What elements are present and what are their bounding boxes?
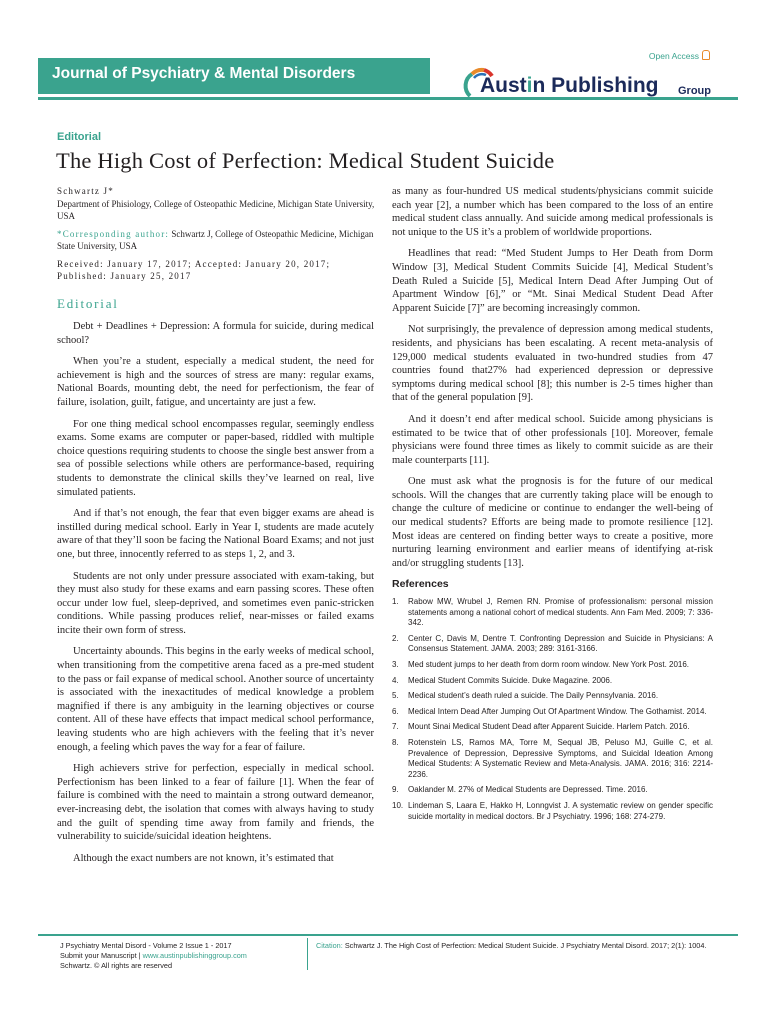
- body-heading: Editorial: [57, 296, 119, 311]
- reference-number: 8.: [392, 737, 399, 747]
- logo-wordmark: [480, 74, 659, 98]
- body-paragraph: One must ask what the prognosis is for the future of our medical schools. Will the changes that are currently taking place will be enough to change the culture of medicine or continue to endanger the well-being of our medical students? Efforts are being made to promote resilience [12]. Most ideas are centered on finding better ways to create a positive, more nurturing learning environment and earlier means of identifying at-risk and/or struggling students [13].: [392, 476, 713, 569]
- logo-part-2: i: [526, 74, 533, 97]
- body-paragraph: Not surprisingly, the prevalence of depression among medical students, residents, and physicians has been escalating. A recent meta-analysis of 129,000 medical students evaluated in two-hundred studies from 47 countries found that27% had experienced depression or depressive symptoms during medical school [8]; this number is 2-5 times higher than that of the general population [9].: [392, 324, 713, 404]
- reference-item: [392, 634, 713, 655]
- body-paragraph: Debt + Deadlines + Depression: A formula for suicide, during medical school?: [57, 321, 374, 346]
- reference-item: [392, 691, 713, 702]
- body-paragraph: Uncertainty abounds. This begins in the early weeks of medical school, when transitioning from the competitive arena faced as a pre-med student to the pass or fail expanse of medical school. Another source of uncertainty is associated with the inexactitudes of medical knowledge a problem magnified if there is any ambiguity in the learning objectives or course content. All of these have effects that impact medical school performance, leaving students who are high achievers with the feeling that it’s never enough, a feeling which paves the way for a fear of failure.: [57, 646, 374, 753]
- reference-text: Medical Intern Dead After Jumping Out Of Apartment Window. The Gothamist. 2014.: [408, 706, 707, 716]
- logo-group-text: Group: [678, 85, 711, 97]
- publisher-logo: [462, 66, 722, 106]
- references-heading: References: [392, 578, 449, 591]
- open-access-text: Open Access: [648, 51, 699, 61]
- article-title: The High Cost of Perfection: Medical Student Suicide: [56, 148, 555, 173]
- reference-item: [392, 801, 713, 822]
- body-paragraph: as many as four-hundred US medical students/physicians commit suicide each year [2], a number which has been compared to the loss of an entire medical student class annually. And suicide among medical professionals is not unique to the US it’s a problem of worldwide proportions.: [392, 186, 713, 238]
- reference-text: Lindeman S, Laara E, Hakko H, Lonngvist J. A systematic review on gender specific suicide mortality in medical doctors. Br J Psychiatry. 1996; 168: 274-279.: [408, 800, 713, 821]
- reference-number: 9.: [392, 785, 399, 795]
- reference-item: [392, 722, 713, 733]
- body-paragraph: For one thing medical school encompasses regular, seemingly endless exams. Some exams are computer or paper-based, riddled with multiple choice questions requiring students to choose the single best answer from a sea of possible selections while others are performance-based, requiring students to demonstrate the clinical skills they’ve learned on real, live simulated patients.: [57, 418, 374, 498]
- journal-banner: [38, 58, 430, 94]
- reference-list: [392, 597, 713, 822]
- reference-text: Medical Student Commits Suicide. Duke Magazine. 2006.: [408, 675, 613, 685]
- footer-journal-info: [60, 941, 247, 971]
- reference-number: 1.: [392, 597, 399, 607]
- footer-rule: [38, 934, 738, 936]
- reference-item: [392, 676, 713, 687]
- article-dates: Received: January 17, 2017; Accepted: January 20, 2017; Published: January 25, 2017: [57, 258, 331, 281]
- open-lock-icon: [702, 50, 710, 60]
- citation-text: Schwartz J. The High Cost of Perfection: Medical Student Suicide. J Psychiatry Mental Disord. 2017; 2(1): 1004.: [344, 941, 707, 950]
- publisher-website-link[interactable]: www.austinpublishinggroup.com: [142, 951, 247, 960]
- reference-number: 4.: [392, 675, 399, 685]
- author-block: [57, 185, 377, 288]
- logo-part-1: Aust: [480, 74, 527, 97]
- reference-text: Med student jumps to her death from dorm room window. New York Post. 2016.: [408, 660, 690, 669]
- reference-item: [392, 660, 713, 671]
- reference-text: Mount Sinai Medical Student Dead after Apparent Suicide. Harlem Patch. 2016.: [408, 722, 690, 732]
- reference-number: 5.: [392, 691, 399, 701]
- right-column: [392, 185, 713, 827]
- reference-text: Medical student’s death ruled a suicide. The Daily Pennsylvania. 2016.: [408, 691, 659, 701]
- body-paragraph: High achievers strive for perfection, especially in medical school. Perfectionism has been linked to a fear of failure [1]. When the fear of failure is combined with the need to maintain a strong outward demeanor, ever-increasing debt, the isolation that comes with always having to study and the guilt of spending time away from family and friends, the vulnerability to suicide/suicidal ideation heightens.: [57, 763, 374, 843]
- reference-text: Rabow MW, Wrubel J, Remen RN. Promise of professionalism: personal mission statements among a national cohort of medical students. Ann Fam Med. 2009; 7: 336-342.: [408, 597, 713, 628]
- article-type: Editorial: [57, 131, 102, 143]
- corresponding-text: Schwartz J, College of Osteopathic Medicine, Michigan State University, USA: [57, 228, 374, 251]
- reference-number: 6.: [392, 706, 399, 716]
- footer-copyright: Schwartz. © All rights are reserved: [60, 961, 173, 970]
- body-paragraph: And if that’s not enough, the fear that even bigger exams are ahead is instilled during medical school. Early in Year I, students are made acutely aware of that they’ll soon be facing the National Board Exams; and not just one, but three, innocently referred to as steps 1, 2, and 3.: [57, 508, 374, 560]
- logo-part-3: n Publishing: [532, 74, 659, 97]
- reference-number: 10.: [392, 800, 404, 810]
- reference-item: [392, 597, 713, 629]
- body-paragraph: Although the exact numbers are not known, it’s estimated that: [73, 852, 334, 864]
- body-paragraph: And it doesn’t end after medical school. Suicide among physicians is estimated to be twice that of other professionals [10]. Moreover, female physicians were found three times as likely to commit suicide as are their male counterparts [11].: [392, 413, 713, 466]
- footer-divider: [307, 938, 308, 970]
- reference-item: [392, 785, 713, 796]
- open-access-label: [649, 50, 710, 61]
- reference-number: 7.: [392, 722, 399, 732]
- reference-item: [392, 738, 713, 780]
- body-paragraph: Students are not only under pressure associated with exam-taking, but they must also study for these exams and earn passing scores. These often occur under low fuel, sleep-deprived, and sometimes even panic-stricken conditions. While passing produces relief, near-misses or failed exams incite their own form of stress.: [57, 570, 374, 636]
- body-paragraph: Headlines that read: “Med Student Jumps to Her Death from Dorm Window [3], Medical Student Commits Suicide [4], Medical Student’s Death Ruled a Suicide [5], Medical Intern Dead After Jumping Out of Apartment Window [6],” or “Mt. Sinai Medical Student Dead After Apparent Suicide [7]” are becoming increasingly common.: [392, 248, 713, 314]
- footer-issue: J Psychiatry Mental Disord - Volume 2 Issue 1 - 2017: [60, 941, 232, 950]
- footer-citation: [316, 941, 716, 951]
- body-paragraph: When you’re a student, especially a medical student, the need for achievement is high and the sources of stress are many: regular exams, National Boards, mounting debt, the need for perfectionism, the fear of failure, isolation, guilt, fatigue, and uncertainty are just a few.: [57, 356, 374, 408]
- citation-label: Citation:: [316, 941, 343, 950]
- reference-text: Oaklander M. 27% of Medical Students are Depressed. Time. 2016.: [408, 785, 648, 795]
- left-column: [57, 320, 374, 873]
- reference-item: [392, 707, 713, 718]
- reference-text: Center C, Davis M, Dentre T. Confronting Depression and Suicide in Physicians: A Consensus Statement. JAMA. 2003; 289: 3161-3166.: [408, 633, 713, 654]
- author-name: Schwartz J*: [57, 186, 114, 196]
- author-affiliation: Department of Phisiology, College of Osteopathic Medicine, Michigan State University, USA: [57, 198, 375, 221]
- reference-text: Rotenstein LS, Ramos MA, Torre M, Sequal JB, Peluso MJ, Guille C, et al. Prevalence of Depression, Depressive Symptoms, and Suicidal Ideation Among Medical Students: A Systematic Review and Meta-Analysis. JAMA. 2016; 316: 2214-2236.: [408, 737, 713, 779]
- footer-submit-label: Submit your Manuscript |: [60, 951, 141, 960]
- reference-number: 2.: [392, 633, 399, 643]
- journal-name: Journal of Psychiatry & Mental Disorders: [52, 65, 356, 82]
- corresponding-label: *Corresponding author:: [57, 228, 170, 239]
- reference-number: 3.: [392, 660, 399, 669]
